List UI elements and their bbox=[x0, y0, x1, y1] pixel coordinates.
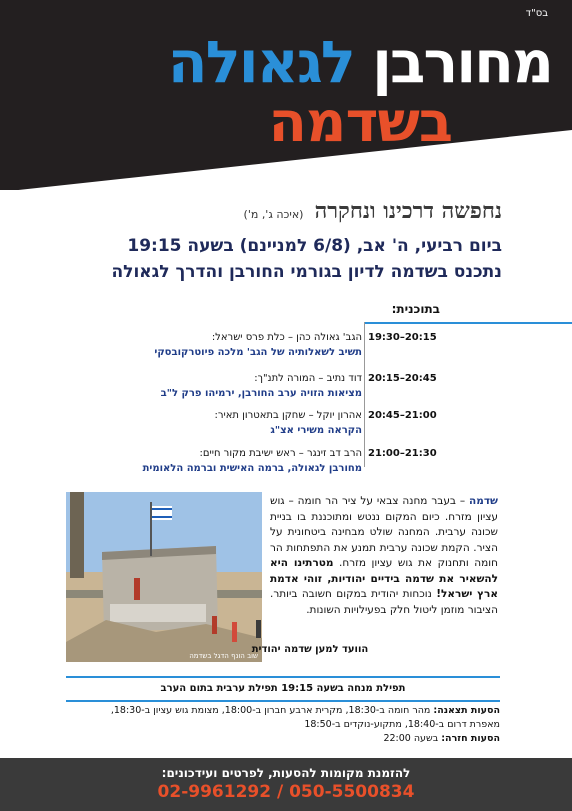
program-time: 21:00–21:30 bbox=[368, 448, 437, 459]
program-talk: תשיב לשאלותיה של הגב' מלכה פיוטרקובסקי bbox=[154, 347, 362, 358]
event-date: ביום רביעי, ה' אב, (6/8 למניינם) בשעה 19:15 bbox=[127, 236, 502, 256]
program-talk: הקראה משירי אצ"ג bbox=[270, 425, 362, 436]
main-title-line2: בשדמה bbox=[268, 90, 452, 155]
contact-phones: 02-9961292 / 050-5500834 bbox=[157, 782, 415, 802]
transport-info bbox=[60, 704, 500, 746]
about-text-1: – בעבר מחנה צבאי על ציר הר חומה – גוש עציון מזרח. כיום המקום ננטש ומתוכננת בו בניית שכונה ערבית. המחנה שולט מבחינה ביטחונית על הציר. הקמת שכונה ערבית תמנע את התפתחות הר חומה ותחנוק את גוש עציון מזרח. bbox=[270, 495, 498, 569]
transport-line-2: מאפרת דרום ב-18:40, מתקוע-נוקדים ב-18:50 bbox=[304, 719, 500, 730]
about-text-2: נוכחות יהודית במקום חשובה ביותר. הציבור מוזמן ליטול חלק בפעילויות השונות. bbox=[270, 588, 498, 616]
program-time: 20:15–20:45 bbox=[368, 373, 437, 384]
program-speaker: הגב' גאולה כהן – כלת פרס ישראל: bbox=[211, 332, 362, 343]
program-item bbox=[0, 410, 572, 450]
program-item bbox=[0, 448, 572, 488]
site-photo bbox=[66, 492, 262, 662]
transport-departures: מהר חומה ב-18:30, מקרית ארבע חברון ב-18:00, מצומת גוש עציון ב-18:30, bbox=[110, 705, 434, 716]
main-title-line1 bbox=[12, 26, 552, 98]
program-item bbox=[0, 373, 572, 413]
about-shdema bbox=[270, 494, 498, 618]
program-speaker: דוד נתיב – המורה לתנ"ך: bbox=[254, 373, 362, 384]
transport-label: הסעות תצאנה: bbox=[433, 705, 500, 716]
program-speaker: אהרון יוקל – שחקן בתאטרון תאיר: bbox=[214, 410, 362, 421]
photo-caption: שוב הונף הדגל בשדמה bbox=[189, 652, 258, 660]
title-word-to-redemption: לגאולה bbox=[167, 28, 354, 96]
program-item bbox=[0, 332, 572, 372]
subtitle-verse: נחפשה דרכינו ונחקרה bbox=[314, 198, 502, 224]
program-time: 20:45–21:00 bbox=[368, 410, 437, 421]
about-keyword: שדמה bbox=[469, 495, 498, 507]
program-talk: מחורבן לגאולה, ברמה האישית וברמה הלאומית bbox=[142, 463, 362, 474]
transport-line-1 bbox=[60, 704, 500, 718]
site-photo-illustration bbox=[66, 492, 262, 662]
return-label: הסעות חזרה: bbox=[441, 733, 500, 744]
subtitle-row bbox=[62, 198, 502, 228]
footer-invite: להזמנת מקומות להסעות, לפרטים ועידכונים: bbox=[161, 766, 411, 780]
transport-line-3 bbox=[60, 732, 500, 746]
program-time: 19:30–20:15 bbox=[368, 332, 437, 343]
return-time: בשעה 22:00 bbox=[383, 733, 442, 744]
program-talk: מציאות הזויה ערב החורבן, ירמיהו פרק ל"ב bbox=[160, 388, 362, 399]
prayer-times: תפילת מנחה בשעה 19:15 תפילת ערבית בתום הערב bbox=[66, 676, 500, 702]
about-bold-statement: מטרתינו היא להשאיר את שדמה בידיים יהודיות, זוהי אדמת ארץ ישראל! bbox=[270, 557, 498, 600]
organizer-signature: הוועד למען שדמה יהודית bbox=[251, 644, 369, 655]
event-description: נתכנס בשדמה לדיון בגורמי החורבן והדרך לגאולה bbox=[111, 262, 502, 282]
verse-source: (איכה ג', מ') bbox=[243, 208, 304, 221]
bsd-mark: בס"ד bbox=[525, 8, 548, 19]
title-word-from-destruction: מחורבן bbox=[372, 28, 552, 96]
program-heading: בתוכנית: bbox=[364, 302, 572, 324]
program-speaker: הרב דב זינגר – ראש ישיבת מקור חיים: bbox=[199, 448, 362, 459]
